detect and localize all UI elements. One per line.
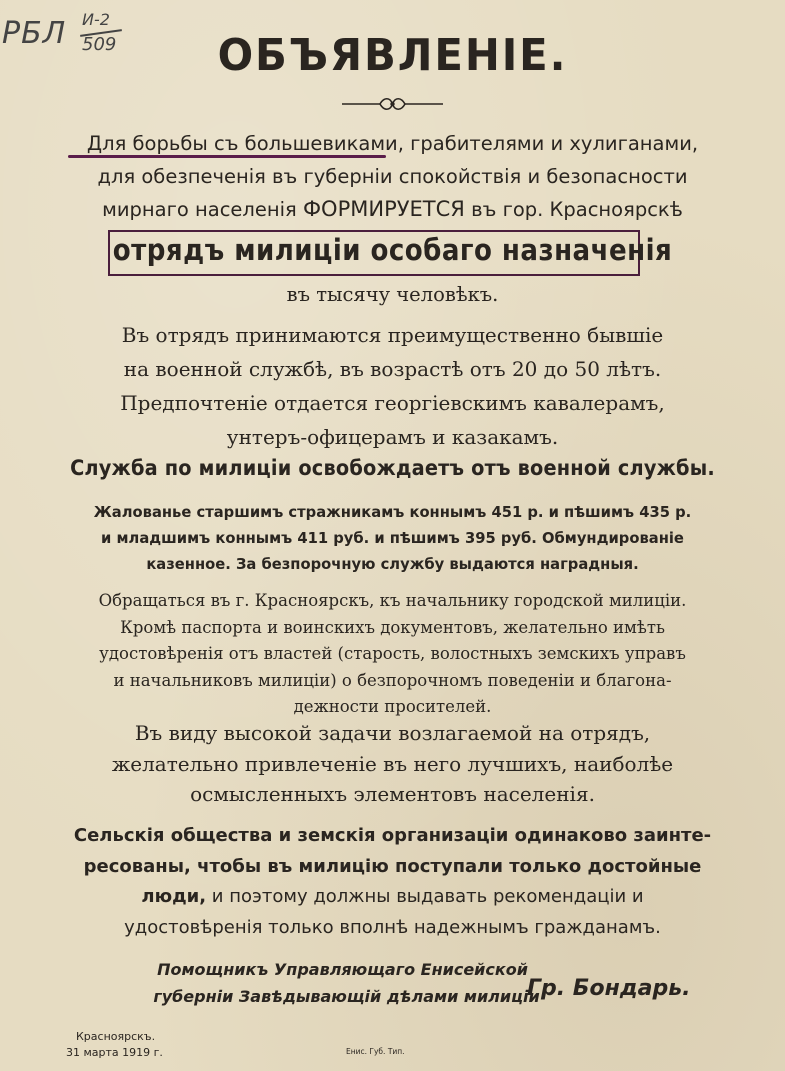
salary-line-1: Жалованье старшимъ стражникамъ коннымъ 451 р. и пѣшимъ 435 р. [93,503,692,521]
contact-line-4: и начальниковъ милиціи) о безпорочномъ поведеніи и благона- [113,670,672,690]
admission-paragraph [0,318,785,454]
salary-line-3: казенное. За безпорочную службу выдаются наградныя. [146,555,639,573]
intro-line-3 [0,193,785,227]
headline: отрядъ милиціи особаго назначенія [112,233,673,267]
page-title: ОБЪЯВЛЕНІЕ. [217,30,568,81]
task-line-3: осмысленныхъ элементовъ населенія. [190,782,595,806]
contact-line-3: удостовѣренія отъ властей (старость, волостныхъ земскихъ управъ [99,644,686,663]
communities-line-2: ресованы, чтобы въ милицію поступали только достойные [83,855,702,877]
contact-line-2: Кромѣ паспорта и воинскихъ документовъ, желательно имѣть [120,617,665,637]
ornament-divider-icon [340,94,445,114]
intro-line-3-c: въ гор. Красноярскѣ [464,198,683,221]
communities-line-4: удостовѣренія только вполнѣ надежнымъ гражданамъ. [124,916,661,938]
signature-line-1: Помощникъ Управляющаго Енисейской [157,960,528,979]
signatory-name: Гр. Бондарь. [527,976,691,1001]
communities-line-3-b: и поэтому должны выдавать рекомендаціи и [206,886,644,907]
salary-line-2: и младшимъ коннымъ 411 руб. и пѣшимъ 395 руб. Обмундированіе [101,529,684,547]
service-exemption-heading: Служба по милиціи освобождаетъ отъ военной службы. [70,456,715,480]
admission-line-3: Предпочтеніе отдается георгіевскимъ кавалерамъ, [120,391,665,415]
handwritten-underline [68,155,386,158]
intro-paragraph [0,128,785,227]
contact-line-1: Обращаться въ г. Красноярскъ, къ начальнику городской милиціи. [98,591,687,610]
communities-line-3-a: люди, [141,886,207,907]
signature-line-2: губерніи Завѣдывающій дѣлами милиціи [153,987,540,1006]
intro-underlined-phrase: Для борьбы съ большевиками [86,132,398,155]
salary-paragraph [20,499,766,577]
communities-line-3 [0,882,785,913]
communities-paragraph [0,821,785,943]
contact-line-5: дежности просителей. [293,697,492,716]
contact-paragraph [0,588,785,721]
intro-line-1-rest: , грабителями и хулиганами, [397,132,699,155]
task-line-1: Въ виду высокой задачи возлагаемой на отрядъ, [134,721,651,745]
communities-line-1: Сельскія общества и земскія организаціи одинаково заинте- [73,825,712,846]
task-line-2: желательно привлеченіе въ него лучшихъ, наиболѣе [111,751,674,776]
admission-line-2: на военной службѣ, въ возрастѣ отъ 20 до 50 лѣтъ. [123,357,662,381]
thousand-line: въ тысячу человѣкъ. [286,283,499,306]
admission-line-4: унтеръ-офицерамъ и казакамъ. [226,425,559,449]
footer-date: 31 марта 1919 г. [66,1046,163,1059]
intro-forming-word: ФОРМИРУЕТСЯ [302,197,465,221]
footer-printer: Енис. Губ. Тип. [346,1047,405,1056]
stamp-main-text: РБЛ [2,16,67,51]
stamp-bottom-text: 509 [82,34,117,55]
task-paragraph [0,718,785,810]
footer-place: Красноярскъ. [76,1030,156,1043]
admission-line-1: Въ отрядъ принимаются преимущественно бывшіе [121,323,664,347]
intro-line-2: для обезпеченія въ губерніи спокойствія и безопасности [97,164,688,188]
stamp-top-text: И-2 [82,10,110,29]
intro-line-3-a: мирнаго населенія [102,198,303,221]
